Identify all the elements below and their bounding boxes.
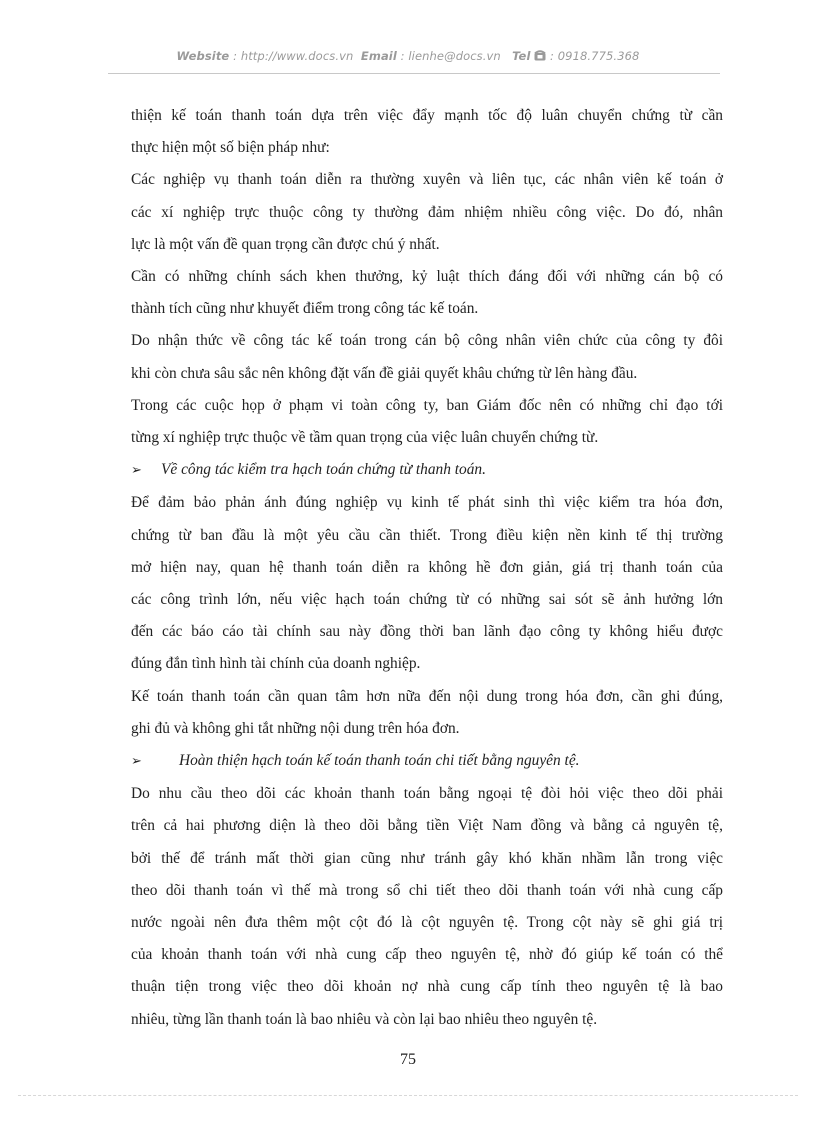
phone-icon <box>534 49 550 63</box>
text-line: thiện kế toán thanh toán dựa trên việc đẩy mạnh tốc độ luân chuyển chứng từ cần <box>131 107 723 124</box>
arrow-bullet-icon: ➢ <box>131 463 142 479</box>
text-line: mở hiện nay, quan hệ thanh toán diễn ra không hề đơn giản, giá trị thanh toán của <box>131 558 723 576</box>
text-line: của khoản thanh toán với nhà cung cấp theo nguyên tệ, nhờ đó giúp kế toán có thể <box>131 946 723 964</box>
email-label: Email <box>360 49 397 63</box>
text-line: theo dõi thanh toán vì thế mà trong sổ chi tiết theo dõi thanh toán với nhà cung cấp <box>131 881 723 899</box>
text-line: Kế toán thanh toán cần quan tâm hơn nữa đến nội dung trong hóa đơn, cần ghi đúng, <box>131 687 723 705</box>
text-line: Trong các cuộc họp ở phạm vi toàn công ty, ban Giám đốc nên có những chỉ đạo tới <box>131 396 723 414</box>
text-line: nước ngoài nên đưa thêm một cột đó là cột nguyên tệ. Trong cột này sẽ ghi giá trị <box>131 914 723 932</box>
text-line: các xí nghiệp trực thuộc công ty thường đảm nhiệm nhiều công việc. Do đó, nhân <box>131 203 723 221</box>
bullet-text-2: Hoàn thiện hạch toán kế toán thanh toán chi tiết bằng nguyên tệ. <box>179 752 580 770</box>
paragraph-group-2 <box>131 487 723 745</box>
arrow-bullet-icon: ➢ <box>131 754 142 770</box>
text-line: lực là một vấn đề quan trọng cần được chú ý nhất. <box>131 235 440 253</box>
text-line: chứng từ ban đầu là một yêu cầu cần thiết. Trong điều kiện nền kinh tế thị trường <box>131 526 723 544</box>
text-line: từng xí nghiệp trực thuộc về tầm quan trọng của việc luân chuyển chứng từ. <box>131 429 599 447</box>
text-line: trên cả hai phương diện là theo dõi bằng tiền Việt Nam đồng và bằng cả nguyên tệ, <box>131 817 723 835</box>
page-number: 75 <box>400 1051 416 1068</box>
email-sep: : <box>396 49 409 63</box>
website-label: Website <box>176 49 230 63</box>
text-line: ghi đủ và không ghi tắt những nội dung trên hóa đơn. <box>131 719 460 737</box>
text-line: Cần có những chính sách khen thưởng, kỷ luật thích đáng đối với những cán bộ có <box>131 268 723 286</box>
text-line: Để đảm bảo phản ánh đúng nghiệp vụ kinh tế phát sinh thì việc kiểm tra hóa đơn, <box>131 494 723 512</box>
text-line: thành tích cũng như khuyết điểm trong công tác kế toán. <box>131 300 479 318</box>
text-line: Do nhận thức về công tác kế toán trong cán bộ công nhân viên chức của công ty đôi <box>131 332 723 350</box>
text-line: Các nghiệp vụ thanh toán diễn ra thường xuyên và liên tục, các nhân viên kế toán ở <box>131 171 723 189</box>
text-line: bởi thế để tránh mất thời gian cũng như tránh gây khó khăn nhầm lẫn trong việc <box>131 849 723 867</box>
body-text <box>131 100 723 1036</box>
email-address[interactable]: lienhe@docs.vn <box>408 49 501 63</box>
bullet-item-2 <box>131 745 723 778</box>
footer-divider <box>18 1095 798 1096</box>
header-divider <box>108 73 720 74</box>
text-line: các công trình lớn, nếu việc hạch toán chứng từ có những sai sót sẽ ảnh hưởng lớn <box>131 591 723 609</box>
text-line: thực hiện một số biện pháp như: <box>131 139 330 157</box>
text-line: khi còn chưa sâu sắc nên không đặt vấn đề giải quyết khâu chứng từ lên hàng đầu. <box>131 364 638 382</box>
paragraph-group-3 <box>131 778 723 1036</box>
text-line: thuận tiện trong việc theo dõi khoản nợ nhà cung cấp tính theo nguyên tệ là bao <box>131 978 723 996</box>
bullet-text-1: Về công tác kiểm tra hạch toán chứng từ thanh toán. <box>161 461 486 479</box>
text-line: nhiêu, từng lần thanh toán là bao nhiêu và còn lại bao nhiêu theo nguyên tệ. <box>131 1010 598 1028</box>
website-sep: : <box>229 49 241 63</box>
text-line: đến các báo cáo tài chính sau này đồng thời ban lãnh đạo công ty không hiểu được <box>131 623 723 641</box>
text-line: đúng đắn tình hình tài chính của doanh nghiệp. <box>131 655 421 673</box>
page-header <box>0 49 816 63</box>
tel-label: Tel <box>512 49 531 63</box>
bullet-item-1 <box>131 454 723 487</box>
text-line: Do nhu cầu theo dõi các khoản thanh toán bằng ngoại tệ đòi hỏi việc theo dõi phải <box>131 785 723 803</box>
website-url[interactable]: http://www.docs.vn <box>240 49 354 63</box>
tel-number: : 0918.775.368 <box>550 49 640 63</box>
paragraph-group-1 <box>131 100 723 454</box>
